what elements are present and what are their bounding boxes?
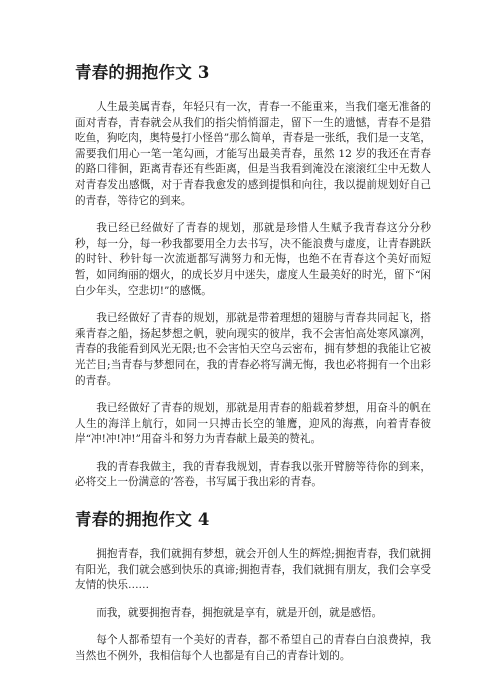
article-4-paragraph-2: 而我，就要拥抱青春，拥抱就是享有，就是开创，就是感悟。 xyxy=(96,606,383,619)
article-3-paragraph-5: 我的青春我做主，我的青春我规划，青春我以张开臂膀等待你的到来，必将交上一份满意的’答卷，书写属于我出彩的青春。 xyxy=(75,460,431,489)
article-3-paragraph-3: 我已经做好了青春的规划，那就是带着理想的翅膀与青春共同起飞，搭乘青春之船，扬起梦想之帆，驶向现实的彼岸，我不会害怕高处寒风凛冽，青春的我能看到风光无限;也不会害怕天空乌云密布，拥有梦想的我能让它被光芒目;当青春与梦想同在，我的青春必将写满无悔，我也必将拥有一个出彩的青春。 xyxy=(75,312,431,387)
article-4-paragraph-3: 每个人都希望有一个美好的青春，都不希望自己的青春白白浪费掉，我当然也不例外，我相信每个人也都是有自己的青春计划的。 xyxy=(75,634,431,663)
article-3-title: 青春的拥抱作文 3 xyxy=(75,63,210,82)
article-3-paragraph-1: 人生最美属青春，年轻只有一次，青春一不能重来，当我们毫无准备的面对青春，青春就会从我们的指尖悄悄溜走，留下一生的遗憾，青春不是猎吃鱼，狗吃肉，奥特曼打小怪兽”那么简单，青春是一张纸，我们是一支笔，需要我们用心一笔一笔勾画，才能写出最美青春，虽然 12 岁的我还在青春的路口徘徊，距离青春还有些距离，但是当我看到淹没在滚滚红尘中无数人对青春发出感慨，对于青春我愈发的感到提惧和向往，我以提前规划好自己的青春，等待它的到来。 xyxy=(75,101,431,207)
article-4-title: 青春的拥抱作文 4 xyxy=(75,510,210,530)
document-body xyxy=(75,63,431,677)
article-3-paragraph-4: 我已经做好了青春的规划，那就是用青春的船载着梦想，用奋斗的帆在人生的海洋上航行，如同一只搏击长空的雏鹰，迎风的海燕，向着青春彼岸“冲!冲!冲!”用奋斗和努力为青春献上最美的赞礼。 xyxy=(75,402,431,446)
article-4-paragraph-1: 拥抱青春，我们就拥有梦想，就会开创人生的辉煌;拥抱青春，我们就拥有阳光，我们就会感到快乐的真谛;拥抱青春，我们就拥有朋友，我们会享受友情的快乐…… xyxy=(75,548,431,592)
article-3-paragraph-2: 我已经已经做好了青春的规划，那就是珍惜人生赋予我青春这分分秒秒，每一分，每一秒我都要用全力去书写，决不能浪费与虚度，让青春跳跃的时针、秒针每一次流逝都写满努力和无悔，也绝不在青春这个美好而短暂，如同绚丽的烟火，的成长岁月中迷失，虚度人生最美好的时光，留下“闲白少年头，空悲切!”的感慨。 xyxy=(75,222,431,297)
